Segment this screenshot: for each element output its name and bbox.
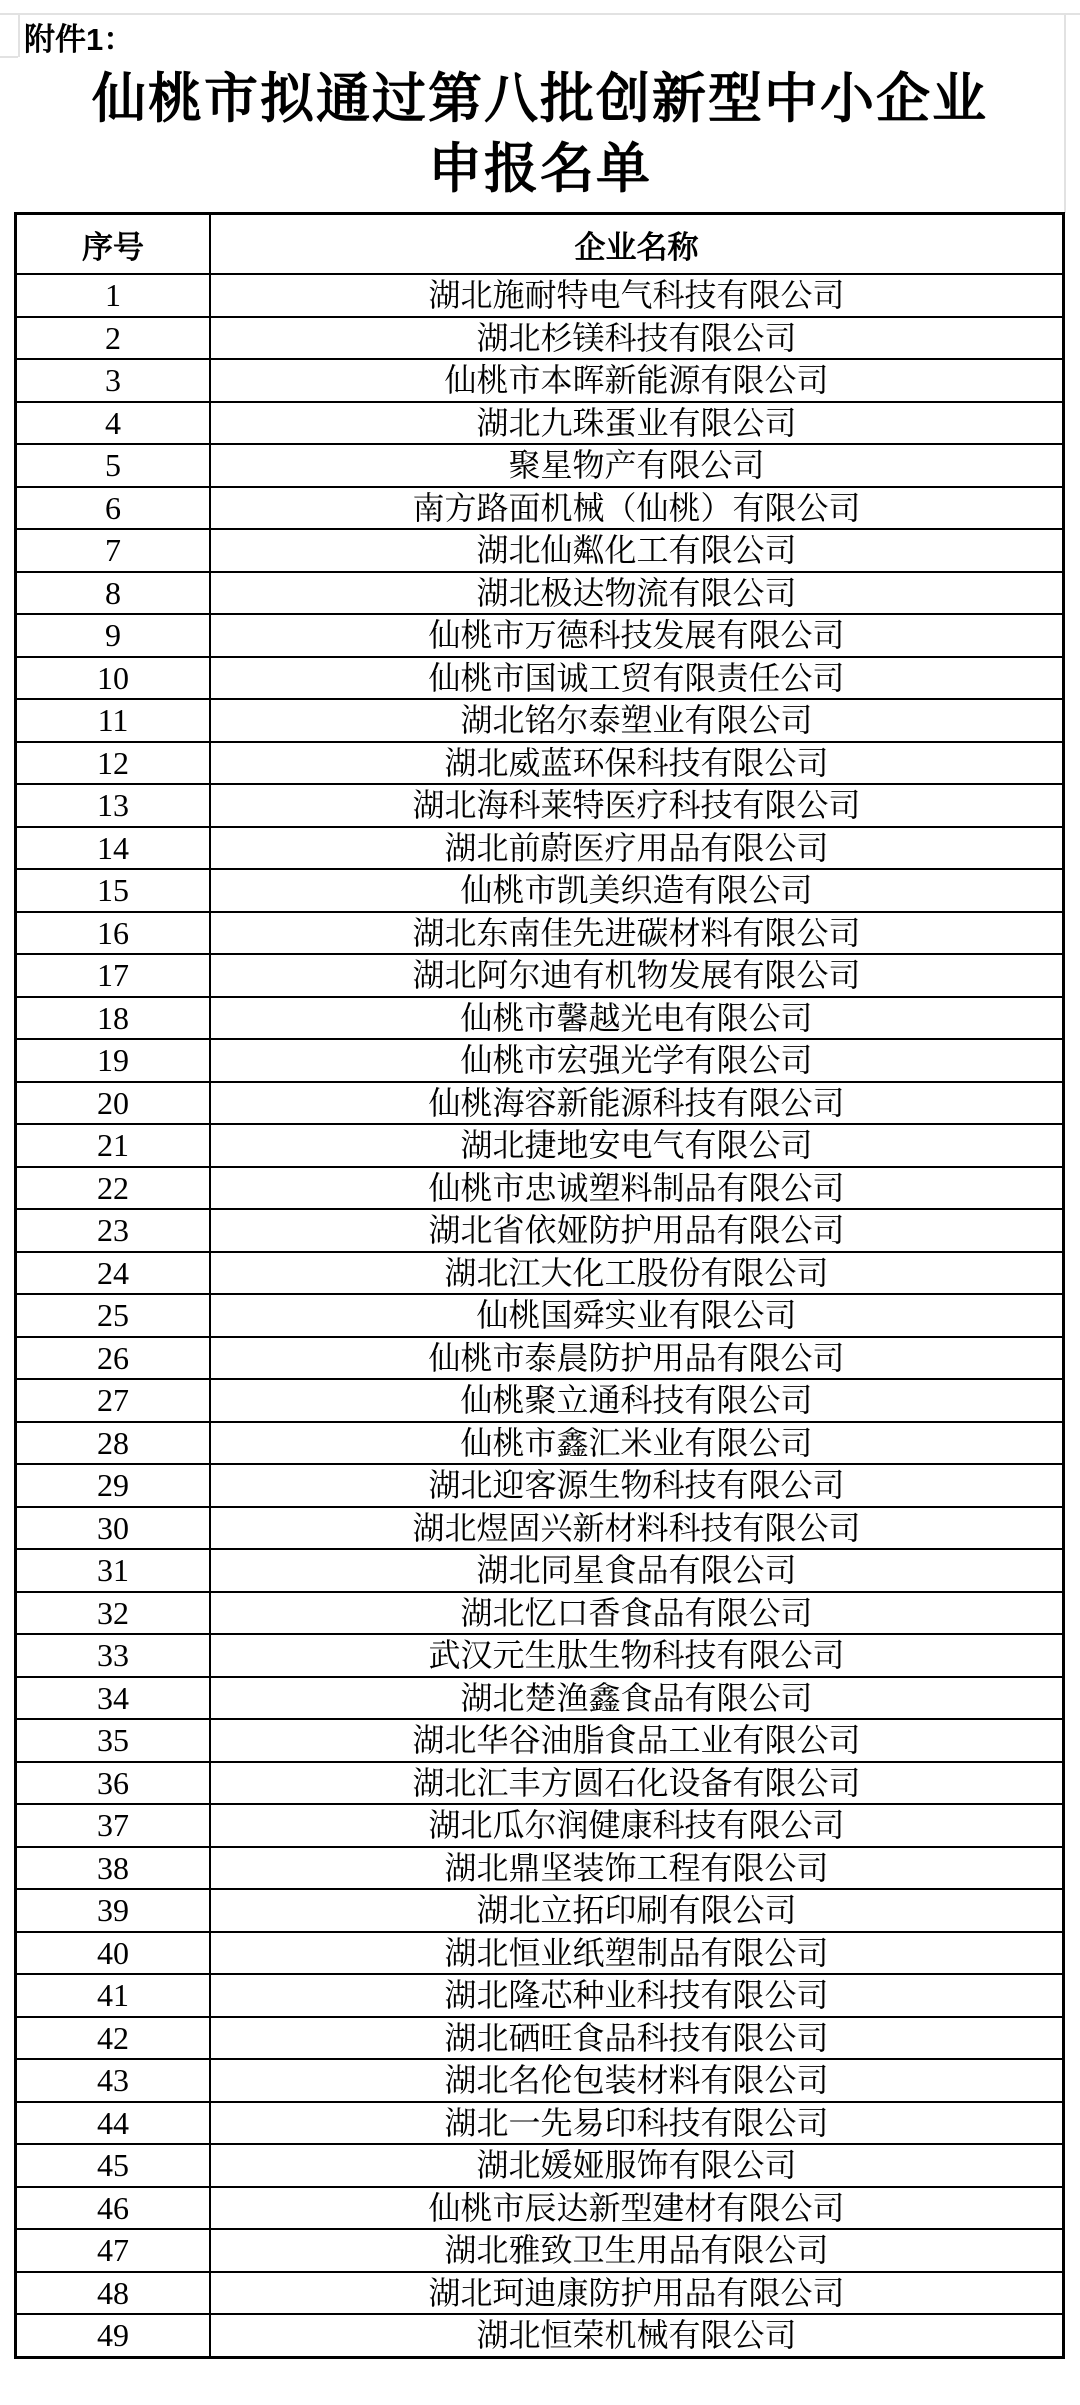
company-name: 仙桃市馨越光电有限公司 xyxy=(210,997,1064,1040)
table-row xyxy=(16,529,1064,572)
company-name: 湖北九珠蛋业有限公司 xyxy=(210,402,1064,445)
company-name: 湖北珂迪康防护用品有限公司 xyxy=(210,2272,1064,2315)
row-index: 13 xyxy=(16,784,211,827)
company-name: 湖北忆口香食品有限公司 xyxy=(210,1592,1064,1635)
company-name: 湖北名伦包装材料有限公司 xyxy=(210,2059,1064,2102)
company-name: 仙桃市鑫汇米业有限公司 xyxy=(210,1422,1064,1465)
row-index: 17 xyxy=(16,954,211,997)
row-index: 34 xyxy=(16,1677,211,1720)
column-header-index: 序号 xyxy=(16,214,211,275)
table-row xyxy=(16,317,1064,360)
row-index: 21 xyxy=(16,1124,211,1167)
row-index: 35 xyxy=(16,1719,211,1762)
row-index: 3 xyxy=(16,359,211,402)
row-index: 25 xyxy=(16,1294,211,1337)
company-name: 湖北华谷油脂食品工业有限公司 xyxy=(210,1719,1064,1762)
row-index: 49 xyxy=(16,2314,211,2357)
table-row xyxy=(16,954,1064,997)
row-index: 43 xyxy=(16,2059,211,2102)
table-row xyxy=(16,1507,1064,1550)
faint-gridline-left-bottom xyxy=(0,56,18,58)
row-index: 18 xyxy=(16,997,211,1040)
row-index: 48 xyxy=(16,2272,211,2315)
company-name: 湖北煜固兴新材料科技有限公司 xyxy=(210,1507,1064,1550)
table-row xyxy=(16,1719,1064,1762)
faint-gridline-top xyxy=(0,13,1080,15)
row-index: 5 xyxy=(16,444,211,487)
company-table xyxy=(14,212,1065,2359)
row-index: 38 xyxy=(16,1847,211,1890)
table-row xyxy=(16,614,1064,657)
company-name: 湖北同星食品有限公司 xyxy=(210,1549,1064,1592)
table-row xyxy=(16,359,1064,402)
table-row xyxy=(16,1082,1064,1125)
table-row xyxy=(16,274,1064,317)
company-name: 湖北极达物流有限公司 xyxy=(210,572,1064,615)
company-name: 湖北雅致卫生用品有限公司 xyxy=(210,2229,1064,2272)
company-name: 湖北媛娅服饰有限公司 xyxy=(210,2144,1064,2187)
table-row xyxy=(16,997,1064,1040)
row-index: 28 xyxy=(16,1422,211,1465)
company-name: 湖北省依娅防护用品有限公司 xyxy=(210,1209,1064,1252)
page-title-line-1: 仙桃市拟通过第八批创新型中小企业 xyxy=(92,69,988,129)
row-index: 29 xyxy=(16,1464,211,1507)
table-row xyxy=(16,742,1064,785)
company-name: 仙桃市凯美织造有限公司 xyxy=(210,869,1064,912)
table-row xyxy=(16,1932,1064,1975)
table-row xyxy=(16,1039,1064,1082)
company-name: 仙桃市忠诚塑料制品有限公司 xyxy=(210,1167,1064,1210)
row-index: 23 xyxy=(16,1209,211,1252)
row-index: 31 xyxy=(16,1549,211,1592)
company-name: 仙桃国舜实业有限公司 xyxy=(210,1294,1064,1337)
company-name: 湖北硒旺食品科技有限公司 xyxy=(210,2017,1064,2060)
table-header xyxy=(16,214,1064,275)
row-index: 19 xyxy=(16,1039,211,1082)
table-row xyxy=(16,827,1064,870)
row-index: 8 xyxy=(16,572,211,615)
page-title-line-2: 申报名单 xyxy=(428,139,652,199)
company-name: 湖北恒业纸塑制品有限公司 xyxy=(210,1932,1064,1975)
row-index: 40 xyxy=(16,1932,211,1975)
row-index: 45 xyxy=(16,2144,211,2187)
table-row xyxy=(16,657,1064,700)
table-row xyxy=(16,572,1064,615)
table-row xyxy=(16,1677,1064,1720)
company-name: 湖北铭尔泰塑业有限公司 xyxy=(210,699,1064,742)
table-row xyxy=(16,2272,1064,2315)
row-index: 27 xyxy=(16,1379,211,1422)
company-name: 仙桃聚立通科技有限公司 xyxy=(210,1379,1064,1422)
company-name: 仙桃市宏强光学有限公司 xyxy=(210,1039,1064,1082)
table-row xyxy=(16,2187,1064,2230)
row-index: 33 xyxy=(16,1634,211,1677)
table-row xyxy=(16,1252,1064,1295)
column-header-company-name: 企业名称 xyxy=(210,214,1064,275)
company-name: 湖北仙粼化工有限公司 xyxy=(210,529,1064,572)
company-name: 仙桃市国诚工贸有限责任公司 xyxy=(210,657,1064,700)
company-name: 南方路面机械（仙桃）有限公司 xyxy=(210,487,1064,530)
table-row xyxy=(16,2102,1064,2145)
table-row xyxy=(16,699,1064,742)
table-row xyxy=(16,2229,1064,2272)
row-index: 42 xyxy=(16,2017,211,2060)
company-name: 湖北杉镁科技有限公司 xyxy=(210,317,1064,360)
row-index: 41 xyxy=(16,1974,211,2017)
row-index: 9 xyxy=(16,614,211,657)
faint-gridline-left xyxy=(18,13,20,57)
row-index: 22 xyxy=(16,1167,211,1210)
company-name: 湖北捷地安电气有限公司 xyxy=(210,1124,1064,1167)
attachment-label: 附件1： xyxy=(24,22,135,57)
row-index: 37 xyxy=(16,1804,211,1847)
table-row xyxy=(16,869,1064,912)
row-index: 15 xyxy=(16,869,211,912)
row-index: 20 xyxy=(16,1082,211,1125)
row-index: 47 xyxy=(16,2229,211,2272)
row-index: 36 xyxy=(16,1762,211,1805)
table-row xyxy=(16,1804,1064,1847)
table-row xyxy=(16,444,1064,487)
table-row xyxy=(16,1762,1064,1805)
table-row xyxy=(16,402,1064,445)
row-index: 24 xyxy=(16,1252,211,1295)
company-name: 湖北海科莱特医疗科技有限公司 xyxy=(210,784,1064,827)
row-index: 6 xyxy=(16,487,211,530)
page-title xyxy=(0,64,1080,204)
table-row xyxy=(16,1422,1064,1465)
company-name: 仙桃市万德科技发展有限公司 xyxy=(210,614,1064,657)
table-row xyxy=(16,2017,1064,2060)
table-row xyxy=(16,2059,1064,2102)
table-row xyxy=(16,2144,1064,2187)
company-name: 仙桃海容新能源科技有限公司 xyxy=(210,1082,1064,1125)
row-index: 39 xyxy=(16,1889,211,1932)
company-name: 湖北立拓印刷有限公司 xyxy=(210,1889,1064,1932)
company-name: 湖北东南佳先进碳材料有限公司 xyxy=(210,912,1064,955)
row-index: 44 xyxy=(16,2102,211,2145)
table-row xyxy=(16,1294,1064,1337)
table-header-row xyxy=(16,214,1064,275)
company-name: 湖北威蓝环保科技有限公司 xyxy=(210,742,1064,785)
table-row xyxy=(16,1592,1064,1635)
table-row xyxy=(16,1167,1064,1210)
company-name: 湖北前蔚医疗用品有限公司 xyxy=(210,827,1064,870)
company-name: 湖北楚渔鑫食品有限公司 xyxy=(210,1677,1064,1720)
company-name: 湖北阿尔迪有机物发展有限公司 xyxy=(210,954,1064,997)
row-index: 14 xyxy=(16,827,211,870)
table-row xyxy=(16,1634,1064,1677)
row-index: 1 xyxy=(16,274,211,317)
row-index: 4 xyxy=(16,402,211,445)
company-name: 湖北施耐特电气科技有限公司 xyxy=(210,274,1064,317)
row-index: 30 xyxy=(16,1507,211,1550)
company-name: 湖北瓜尔润健康科技有限公司 xyxy=(210,1804,1064,1847)
company-name: 武汉元生肽生物科技有限公司 xyxy=(210,1634,1064,1677)
table-row xyxy=(16,1337,1064,1380)
table-row xyxy=(16,1124,1064,1167)
table-body xyxy=(16,274,1064,2357)
company-name: 湖北隆芯种业科技有限公司 xyxy=(210,1974,1064,2017)
company-name: 仙桃市本晖新能源有限公司 xyxy=(210,359,1064,402)
table-row xyxy=(16,2314,1064,2357)
table-row xyxy=(16,1379,1064,1422)
row-index: 12 xyxy=(16,742,211,785)
company-name: 仙桃市辰达新型建材有限公司 xyxy=(210,2187,1064,2230)
row-index: 11 xyxy=(16,699,211,742)
row-index: 2 xyxy=(16,317,211,360)
table-row xyxy=(16,1549,1064,1592)
row-index: 16 xyxy=(16,912,211,955)
company-name: 聚星物产有限公司 xyxy=(210,444,1064,487)
table-row xyxy=(16,1974,1064,2017)
company-name: 湖北江大化工股份有限公司 xyxy=(210,1252,1064,1295)
table-row xyxy=(16,912,1064,955)
row-index: 10 xyxy=(16,657,211,700)
row-index: 46 xyxy=(16,2187,211,2230)
company-name: 湖北迎客源生物科技有限公司 xyxy=(210,1464,1064,1507)
table-row xyxy=(16,784,1064,827)
table-row xyxy=(16,1847,1064,1890)
table-row xyxy=(16,1464,1064,1507)
table-row xyxy=(16,487,1064,530)
company-name: 湖北恒荣机械有限公司 xyxy=(210,2314,1064,2357)
row-index: 26 xyxy=(16,1337,211,1380)
company-name: 湖北汇丰方圆石化设备有限公司 xyxy=(210,1762,1064,1805)
company-name: 湖北鼎坚装饰工程有限公司 xyxy=(210,1847,1064,1890)
table-row xyxy=(16,1889,1064,1932)
company-name: 仙桃市泰晨防护用品有限公司 xyxy=(210,1337,1064,1380)
row-index: 32 xyxy=(16,1592,211,1635)
row-index: 7 xyxy=(16,529,211,572)
table-row xyxy=(16,1209,1064,1252)
company-name: 湖北一先易印科技有限公司 xyxy=(210,2102,1064,2145)
